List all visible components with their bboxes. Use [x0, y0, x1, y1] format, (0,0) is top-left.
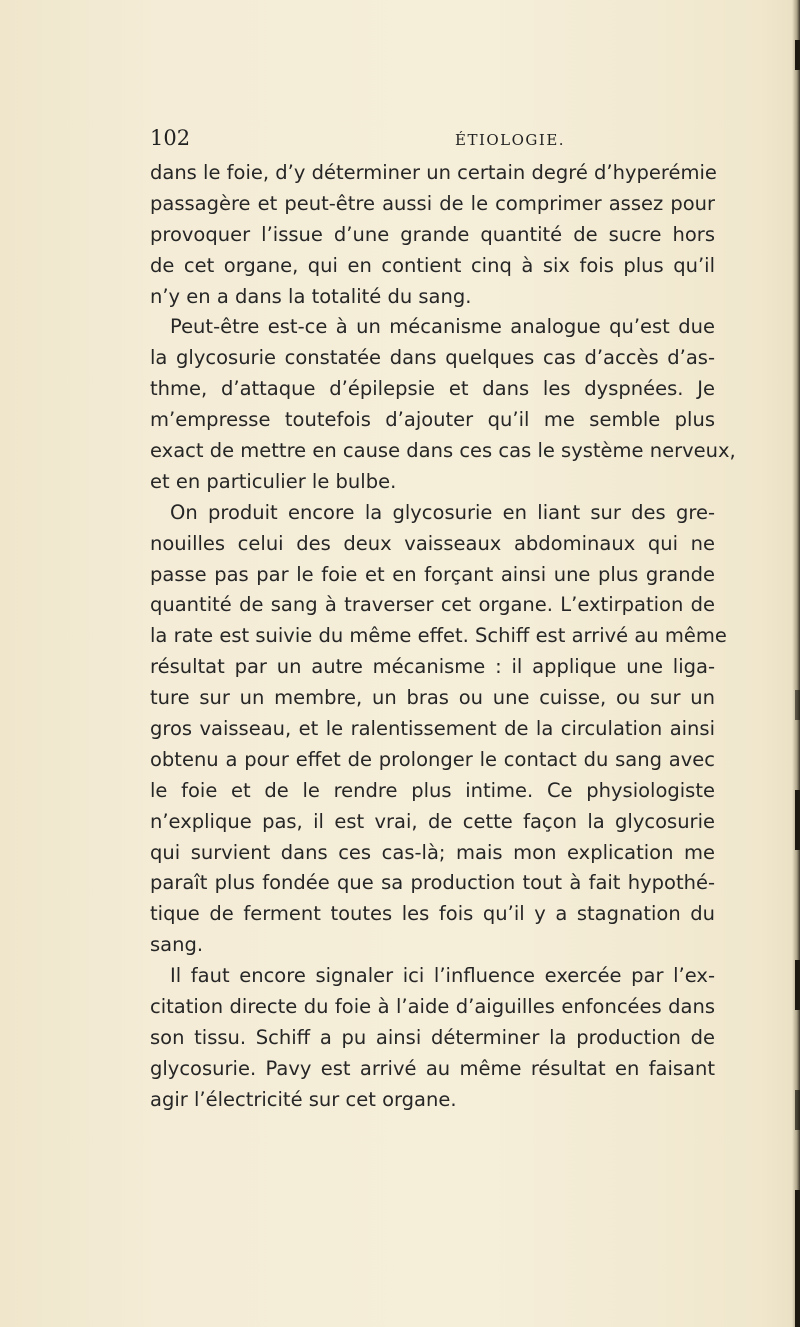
text-line: obtenu a pour effet de prolonger le contact du sang avec — [150, 747, 715, 771]
text-line: dans le foie, d’y déterminer un certain degré d’hyperémie — [150, 161, 717, 184]
text-line: quantité de sang à traverser cet organe. L’extirpation de — [150, 593, 715, 617]
text-line: et en particulier le bulbe. — [150, 469, 397, 493]
text-line: tique de ferment toutes les fois qu’il y a stagnation du — [150, 902, 715, 926]
page-number: 102 — [150, 126, 191, 150]
page-edge-mark — [795, 960, 800, 1010]
text-line: glycosurie. Pavy est arrivé au même résultat en faisant — [150, 1056, 715, 1080]
text-line: exact de mettre en cause dans ces cas le système nerveux, — [150, 439, 736, 463]
text-line: qui survient dans ces cas-là; mais mon explication me — [150, 840, 715, 864]
page-edge-mark — [795, 40, 800, 70]
text-line: nouilles celui des deux vaisseaux abdominaux qui ne — [150, 531, 715, 555]
text-line: paraît plus fondée que sa production tout à fait hypothé- — [150, 871, 715, 895]
text-line: provoquer l’issue d’une grande quantité de sucre hors — [150, 222, 715, 246]
text-line: Il faut encore signaler ici l’influence exercée par l’ex- — [170, 964, 715, 988]
text-line: n’y en a dans la totalité du sang. — [150, 284, 472, 308]
text-line: n’explique pas, il est vrai, de cette façon la glycosurie — [150, 809, 715, 833]
text-line: de cet organe, qui en contient cinq à six fois plus qu’il — [150, 253, 715, 277]
text-line: la rate est suivie du même effet. Schiff est arrivé au même — [150, 624, 727, 648]
text-line: passe pas par le foie et en forçant ainsi une plus grande — [150, 562, 715, 586]
text-line: passagère et peut-être aussi de le comprimer assez pour — [150, 191, 715, 215]
text-line: On produit encore la glycosurie en liant sur des gre- — [170, 500, 715, 524]
text-line: thme, d’attaque d’épilepsie et dans les dyspnées. Je — [150, 377, 715, 401]
page-edge-mark — [795, 1090, 800, 1130]
text-line: gros vaisseau, et le ralentissement de la circulation ainsi — [150, 717, 715, 741]
text-line: agir l’électricité sur cet organe. — [150, 1087, 457, 1111]
text-line: la glycosurie constatée dans quelques cas d’accès d’as- — [150, 346, 715, 370]
text-line: son tissu. Schiff a pu ainsi déterminer la production de — [150, 1025, 715, 1049]
text-line: Peut-être est-ce à un mécanisme analogue qu’est due — [170, 315, 715, 339]
text-line: ture sur un membre, un bras ou une cuisse, ou sur un — [150, 686, 715, 710]
text-line: sang. — [150, 933, 204, 957]
text-line: citation directe du foie à l’aide d’aiguilles enfoncées dans — [150, 995, 715, 1019]
page-edge-mark — [795, 790, 800, 850]
page-header — [150, 126, 710, 156]
running-head: ÉTIOLOGIE. — [455, 131, 566, 149]
text-line: résultat par un autre mécanisme : il applique une liga- — [150, 655, 715, 679]
text-line: le foie et de le rendre plus intime. Ce physiologiste — [150, 778, 715, 802]
page-edge-mark — [795, 1190, 800, 1327]
text-line: m’empresse toutefois d’ajouter qu’il me semble plus — [150, 408, 715, 432]
body-text — [150, 158, 736, 1116]
page-edge-mark — [795, 690, 800, 720]
